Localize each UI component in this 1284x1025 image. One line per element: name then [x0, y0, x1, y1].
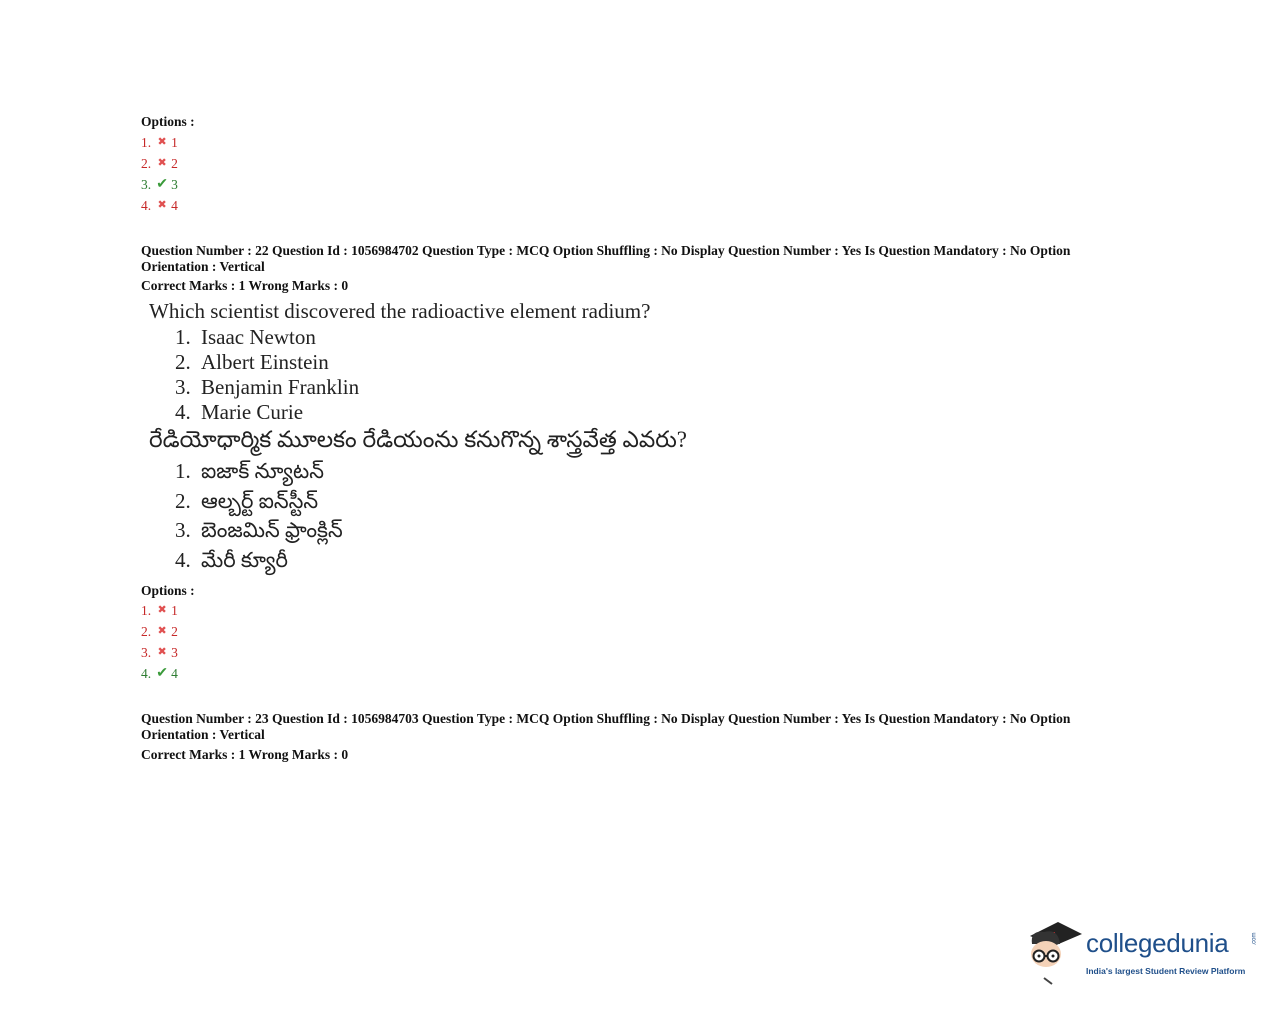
- option-item: 2. ✖ 2: [141, 621, 178, 642]
- option-item: 4. ✔ 4: [141, 663, 178, 684]
- question-22-options-list: [141, 600, 178, 684]
- option-item: 1. ✖ 1: [141, 132, 178, 153]
- question-22-choices-te: [175, 457, 343, 575]
- question-22-options-heading: Options :: [141, 583, 195, 598]
- cross-icon: ✖: [157, 646, 167, 658]
- option-item: 1. ✖ 1: [141, 600, 178, 621]
- choice-item: 3. Benjamin Franklin: [175, 375, 360, 399]
- prev-options-heading: Options :: [141, 114, 195, 129]
- logo-name: collegedunia: [1086, 928, 1229, 958]
- option-item: 3. ✔ 3: [141, 174, 178, 195]
- mascot-icon: [1024, 918, 1084, 988]
- choice-item: 4. మేరీ క్యూరీ: [175, 547, 288, 572]
- question-22-text-te: రేడియోధార్మిక మూలకం రేడియంను కనుగొన్న శాస్త్రవేత్త ఎవరు?: [149, 427, 688, 452]
- cross-icon: ✖: [157, 136, 167, 148]
- option-item: 2. ✖ 2: [141, 153, 178, 174]
- choice-item: 3. బెంజమిన్ ఫ్రాంక్లిన్: [175, 518, 343, 542]
- choice-item: 2. Albert Einstein: [175, 350, 329, 374]
- prev-options-list: [141, 132, 178, 216]
- cross-icon: ✖: [157, 604, 167, 616]
- logo-tagline: India's largest Student Review Platform: [1086, 966, 1246, 976]
- cross-icon: ✖: [157, 157, 167, 169]
- check-icon: ✔: [156, 177, 168, 192]
- cross-icon: ✖: [157, 625, 167, 637]
- logo-dotcom: .com: [1251, 932, 1258, 946]
- option-item: 3. ✖ 3: [141, 642, 178, 663]
- choice-item: 1. ఐజాక్ న్యూటన్: [175, 459, 324, 483]
- question-22-marks: Correct Marks : 1 Wrong Marks : 0: [141, 278, 349, 293]
- choice-item: 2. ఆల్బర్ట్ ఐన్‌స్టీన్: [175, 488, 319, 513]
- choice-item: 1. Isaac Newton: [175, 325, 316, 349]
- question-22-choices-en: [175, 325, 359, 425]
- question-22-text-en: Which scientist discovered the radioactive element radium?: [149, 299, 651, 323]
- choice-item: 4. Marie Curie: [175, 400, 304, 424]
- question-22-meta: Question Number : 22 Question Id : 1056984702 Question Type : MCQ Option Shuffling : No Display Question Number : Yes Is Question Mandatory : No Option Orientation : Vertical: [141, 243, 1071, 274]
- collegedunia-logo[interactable]: [1024, 918, 1264, 988]
- option-item: 4. ✖ 4: [141, 195, 178, 216]
- cross-icon: ✖: [157, 199, 167, 211]
- question-23-meta: Question Number : 23 Question Id : 1056984703 Question Type : MCQ Option Shuffling : No Display Question Number : Yes Is Question Mandatory : No Option Orientation : Vertical: [141, 711, 1071, 742]
- check-icon: ✔: [156, 666, 168, 681]
- question-23-marks: Correct Marks : 1 Wrong Marks : 0: [141, 747, 349, 762]
